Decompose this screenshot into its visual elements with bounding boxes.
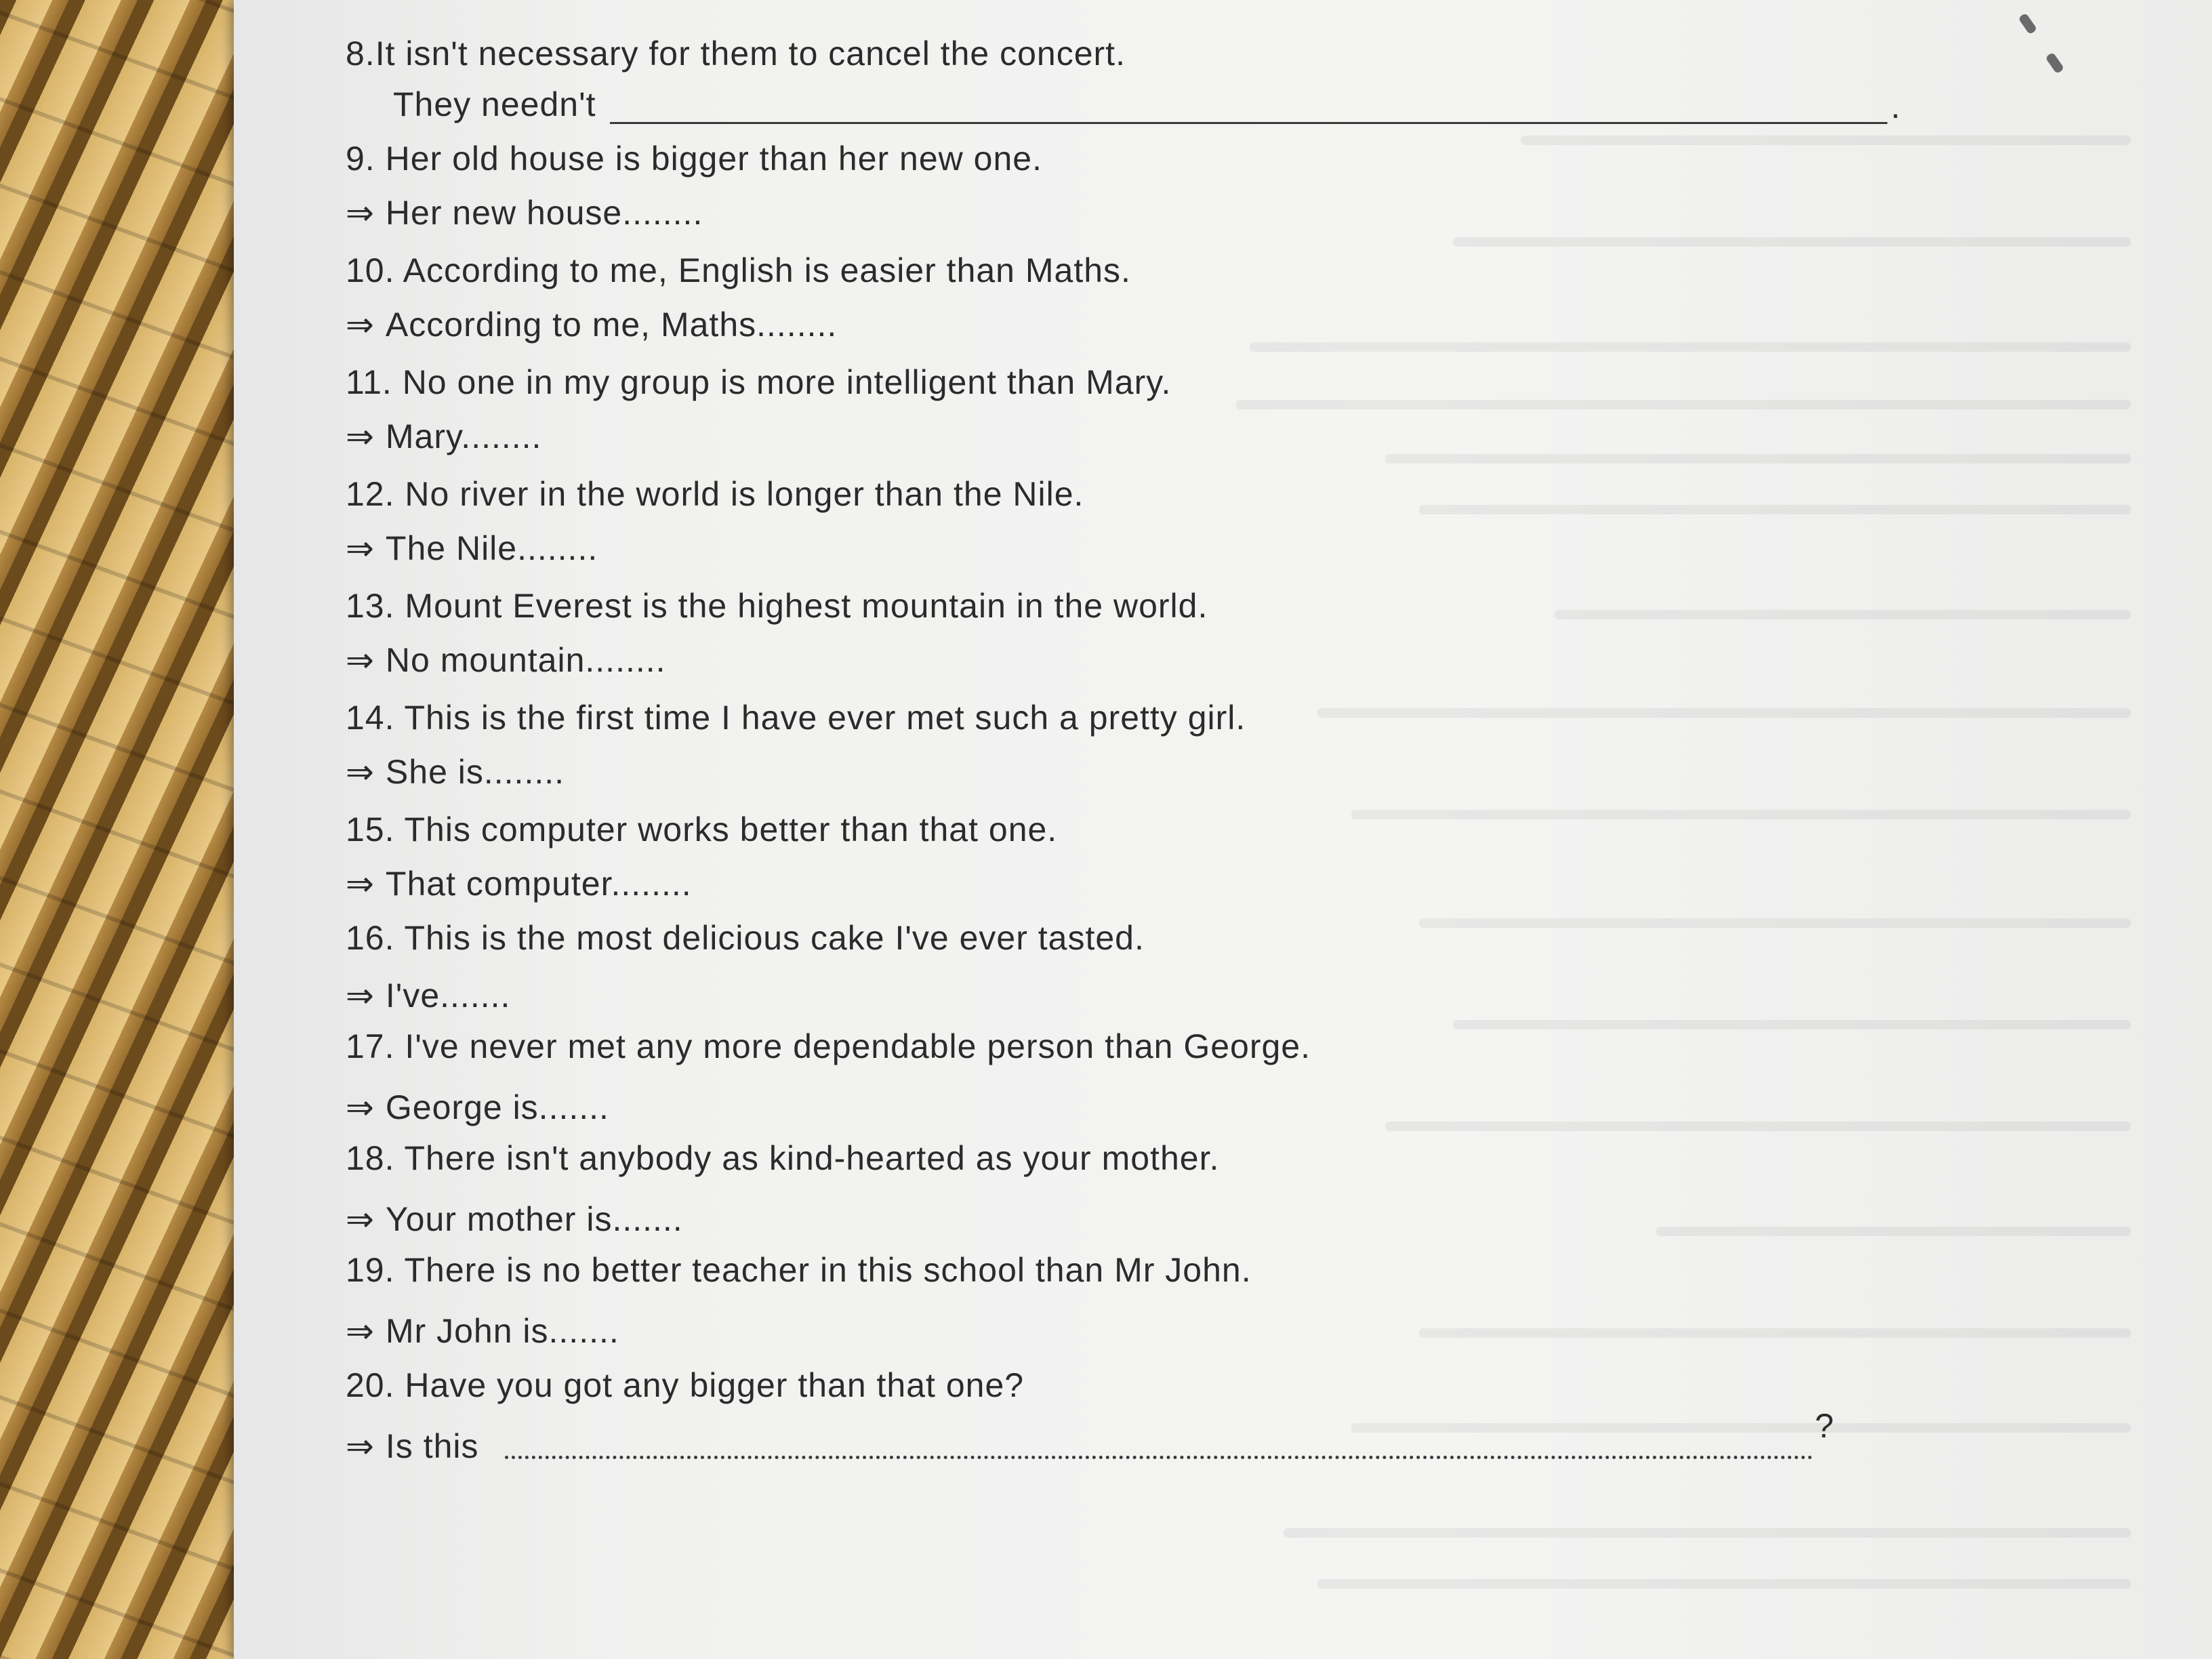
arrow-icon: ⇒ xyxy=(346,753,375,791)
answer-line xyxy=(346,193,703,232)
exercise-sentence xyxy=(346,1250,1252,1290)
item-number: 16. xyxy=(346,919,395,957)
sentence-text: Mount Everest is the highest mountain in the world. xyxy=(405,587,1208,625)
item-number: 10. xyxy=(346,251,395,289)
sentence-text: Have you got any bigger than that one? xyxy=(405,1366,1025,1404)
item-number: 8. xyxy=(346,35,375,73)
answer-line xyxy=(393,85,596,124)
arrow-icon: ⇒ xyxy=(346,417,375,455)
answer-blank[interactable] xyxy=(610,122,1887,124)
sentence-text: There is no better teacher in this school than Mr John. xyxy=(404,1251,1252,1289)
arrow-icon: ⇒ xyxy=(346,194,375,232)
show-through-text xyxy=(1284,1528,2131,1538)
answer-prefix: Mr John is....... xyxy=(385,1312,619,1350)
sentence-text: No river in the world is longer than the Nile. xyxy=(405,475,1084,513)
show-through-text xyxy=(1351,810,2131,819)
answer-prefix: Mary........ xyxy=(385,417,542,455)
show-through-text xyxy=(1419,918,2131,928)
arrow-icon: ⇒ xyxy=(346,865,375,903)
show-through-text xyxy=(1419,1328,2131,1338)
arrow-icon: ⇒ xyxy=(346,977,375,1015)
item-number: 17. xyxy=(346,1027,395,1065)
answer-blank[interactable] xyxy=(505,1456,1813,1459)
answer-line xyxy=(346,305,837,344)
arrow-icon: ⇒ xyxy=(346,1427,375,1465)
sentence-text: There isn't anybody as kind-hearted as your mother. xyxy=(404,1139,1220,1177)
exercise-sentence xyxy=(346,810,1057,849)
arrow-icon: ⇒ xyxy=(346,529,375,567)
exercise-sentence xyxy=(346,1139,1219,1178)
show-through-text xyxy=(1385,1122,2131,1131)
exercise-sentence xyxy=(346,1366,1024,1405)
show-through-text xyxy=(1656,1227,2131,1236)
item-number: 12. xyxy=(346,475,395,513)
sentence-text: Her old house is bigger than her new one. xyxy=(385,140,1042,178)
exercise-sentence xyxy=(346,698,1246,737)
answer-line xyxy=(346,1088,609,1127)
answer-prefix: Your mother is....... xyxy=(385,1200,683,1238)
item-number: 11. xyxy=(346,363,392,401)
answer-line xyxy=(346,640,666,680)
answer-line xyxy=(346,976,510,1015)
item-number: 14. xyxy=(346,699,395,737)
sentence-text: It isn't necessary for them to cancel the concert. xyxy=(375,35,1126,73)
show-through-text xyxy=(1317,708,2131,718)
answer-prefix: George is....... xyxy=(385,1088,609,1126)
show-through-text xyxy=(1521,136,2131,145)
answer-prefix: The Nile........ xyxy=(385,529,598,567)
item-number: 15. xyxy=(346,811,395,848)
item-number: 13. xyxy=(346,587,395,625)
show-through-text xyxy=(1453,1020,2131,1029)
answer-line xyxy=(346,417,541,456)
answer-suffix: ? xyxy=(1815,1407,1834,1445)
answer-prefix: I've....... xyxy=(385,977,511,1015)
answer-line xyxy=(346,752,565,792)
show-through-text xyxy=(1419,505,2131,514)
exercise-sentence xyxy=(346,34,1126,73)
answer-line xyxy=(346,1200,683,1239)
answer-prefix: Is this xyxy=(385,1427,479,1465)
show-through-text xyxy=(1453,237,2131,247)
answer-suffix: . xyxy=(1891,87,1900,125)
show-through-text xyxy=(1351,1423,2131,1433)
arrow-icon: ⇒ xyxy=(346,306,375,344)
show-through-text xyxy=(1555,610,2131,619)
exercise-sentence xyxy=(346,474,1084,514)
answer-line xyxy=(346,1427,479,1466)
exercise-sentence xyxy=(346,918,1145,958)
show-through-text xyxy=(1385,454,2131,464)
exercise-sentence xyxy=(346,363,1171,402)
arrow-icon: ⇒ xyxy=(346,1200,375,1238)
answer-prefix: That computer........ xyxy=(385,865,692,903)
answer-prefix: She is........ xyxy=(385,753,565,791)
sentence-text: This is the first time I have ever met such a pretty girl. xyxy=(404,699,1246,737)
answer-prefix: Her new house........ xyxy=(385,194,703,232)
arrow-icon: ⇒ xyxy=(346,641,375,679)
exercise-sentence xyxy=(346,1027,1311,1066)
exercise-sentence xyxy=(346,586,1208,626)
arrow-icon: ⇒ xyxy=(346,1088,375,1126)
item-number: 20. xyxy=(346,1366,395,1404)
sentence-text: I've never met any more dependable person than George. xyxy=(405,1027,1311,1065)
answer-line xyxy=(346,864,692,903)
answer-line xyxy=(346,1311,619,1351)
sentence-text: No one in my group is more intelligent than Mary. xyxy=(402,363,1172,401)
show-through-text xyxy=(1250,342,2131,352)
show-through-text xyxy=(1236,400,2131,409)
item-number: 18. xyxy=(346,1139,395,1177)
answer-line xyxy=(346,529,598,568)
show-through-text xyxy=(1317,1579,2131,1589)
sentence-text: This computer works better than that one. xyxy=(404,811,1058,848)
sentence-text: According to me, English is easier than Maths. xyxy=(403,251,1131,289)
item-number: 9. xyxy=(346,140,375,178)
answer-prefix: They needn't xyxy=(393,85,596,123)
item-number: 19. xyxy=(346,1251,395,1289)
answer-prefix: No mountain........ xyxy=(385,641,666,679)
sentence-text: This is the most delicious cake I've ever tasted. xyxy=(404,919,1145,957)
answer-prefix: According to me, Maths........ xyxy=(385,306,838,344)
exercise-sentence xyxy=(346,251,1131,290)
arrow-icon: ⇒ xyxy=(346,1312,375,1350)
exercise-sentence xyxy=(346,139,1042,178)
